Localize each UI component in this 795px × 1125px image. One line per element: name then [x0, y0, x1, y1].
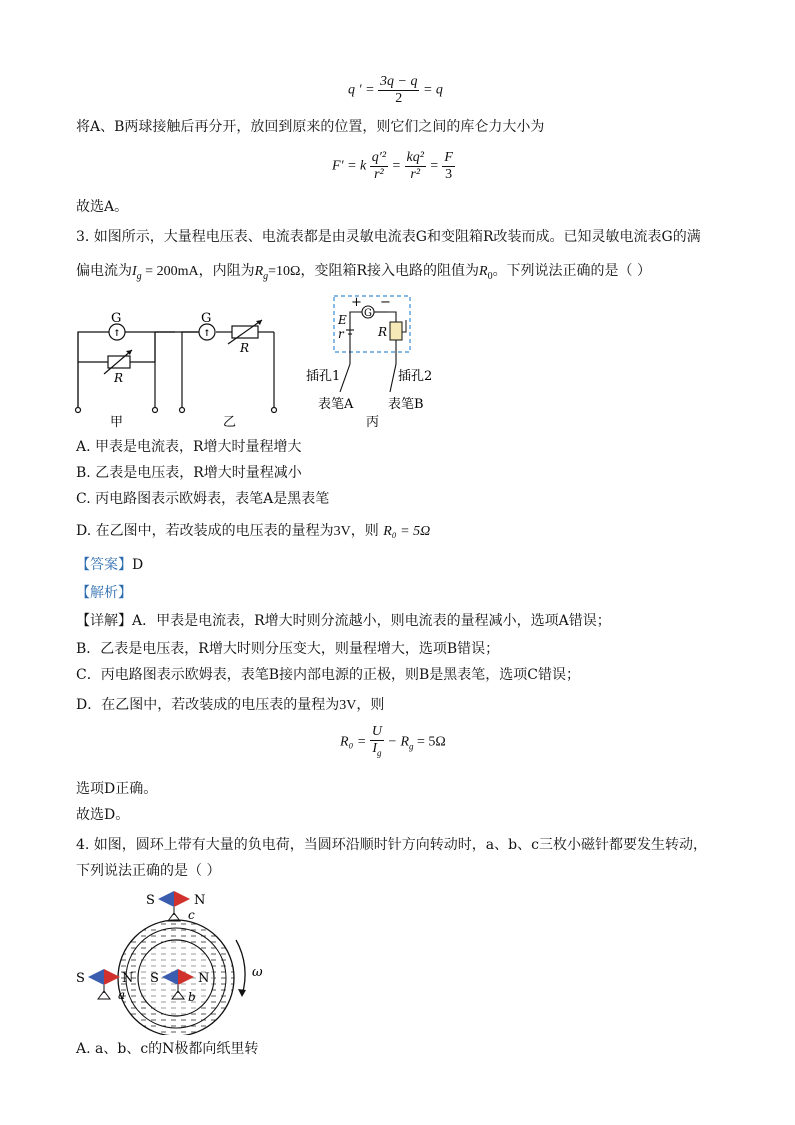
q3-d-correct: 选项D正确。: [76, 781, 158, 797]
svg-text:r: r: [338, 327, 344, 341]
svg-text:+: +: [351, 295, 362, 310]
label-penB: 表笔B: [388, 397, 424, 412]
svg-text:a: a: [118, 988, 126, 1002]
q3-answer: 【答案】D: [76, 557, 144, 573]
equation-charge: q ′ = $\frac{3q - q}{2}$ = q: [348, 74, 443, 106]
q3-stem-line2: 偏电流为$I_g = 200mA$，内阻为$R_g=10\Omega$，变阻箱R接入电路的阻值为$R_0$。下列说法正确的是（ ）: [76, 263, 652, 282]
label-hole2: 插孔2: [398, 369, 433, 384]
svg-text:N: N: [122, 971, 134, 986]
q3-circuit-figure: [70, 292, 470, 432]
needle-a: [88, 969, 120, 999]
label-hole1: 插孔1: [306, 369, 341, 384]
label-jia: 甲: [110, 415, 124, 430]
equation-r0: R₀ = $\frac{U}{I_g}$ − $R_g = 5\Omega$: [340, 724, 446, 758]
svg-text:E: E: [338, 313, 347, 327]
text-choose-a: 故选A。: [76, 199, 129, 215]
q3-option-c: C. 丙电路图表示欧姆表，表笔A是黑表笔: [76, 491, 330, 507]
svg-text:↑: ↑: [203, 329, 211, 339]
label-yi: 乙: [223, 415, 237, 430]
svg-text:↑: ↑: [113, 329, 121, 339]
label-bing: 丙: [366, 415, 380, 430]
svg-text:G: G: [364, 308, 372, 319]
q4-ring-figure: [70, 885, 280, 1035]
svg-text:b: b: [188, 990, 196, 1004]
q3-option-d: D. 在乙图中，若改装成的电压表的量程为3V，则 R₀ = 5Ω: [76, 523, 431, 539]
svg-text:R: R: [378, 325, 388, 339]
svg-text:S: S: [150, 971, 159, 986]
q4-stem-line1: 4. 如图，圆环上带有大量的负电荷，当圆环沿顺时针方向转动时，a、b、c三枚小磁针都要发生转动，: [76, 837, 707, 853]
q3-explain-a: 【详解】A．甲表是电流表，R增大时则分流越小，则电流表的量程减小，选项A错误；: [76, 613, 611, 629]
svg-text:−: −: [380, 295, 391, 310]
needle-c: [158, 891, 190, 921]
q3-analysis-tag: 【解析】: [76, 585, 132, 601]
eq1-numerator: 3q − q: [380, 74, 418, 89]
q3-explain-d: D．在乙图中，若改装成的电压表的量程为3V，则: [76, 697, 385, 713]
q3-option-b: B. 乙表是电压表，R增大时量程减小: [76, 465, 302, 481]
q3-choose-d: 故选D。: [76, 807, 130, 823]
svg-text:G: G: [201, 311, 212, 326]
jia-G-label: G: [111, 311, 122, 326]
text-contact-line: 将A、B两球接触后再分开，放回到原来的位置，则它们之间的库仑力大小为: [76, 119, 545, 135]
q3-explain-b: B．乙表是电压表，R增大时则分压变大，则量程增大，选项B错误；: [76, 641, 500, 657]
q4-stem-line2: 下列说法正确的是（ ）: [76, 863, 221, 879]
q3-stem-line1: 3. 如图所示，大量程电压表、电流表都是由灵敏电流表G和变阻箱R改装而成。已知灵敏电流表G的满: [76, 229, 701, 245]
svg-text:R: R: [240, 341, 250, 355]
svg-text:S: S: [76, 971, 85, 986]
equation-force: F′ = k $\frac{\text{q′²}}{\text{r²}}$ = $\frac{\text{kq²}}{\text{r²}}$ = $\frac{F}{3}$: [332, 150, 453, 182]
svg-text:N: N: [198, 971, 210, 986]
svg-text:N: N: [194, 893, 206, 908]
svg-text:S: S: [146, 893, 155, 908]
omega-label: ω: [252, 965, 263, 980]
svg-text:R: R: [114, 371, 124, 385]
svg-text:c: c: [188, 908, 195, 922]
q3-option-a: A. 甲表是电流表，R增大时量程增大: [76, 439, 302, 455]
q3-explain-c: C．丙电路图表示欧姆表，表笔B接内部电源的正极，则B是黑表笔，选项C错误；: [76, 667, 580, 683]
label-penA: 表笔A: [318, 397, 354, 412]
eq1-denominator: 2: [395, 91, 403, 106]
q4-option-a: A. a、b、c的N极都向纸里转: [76, 1041, 259, 1057]
